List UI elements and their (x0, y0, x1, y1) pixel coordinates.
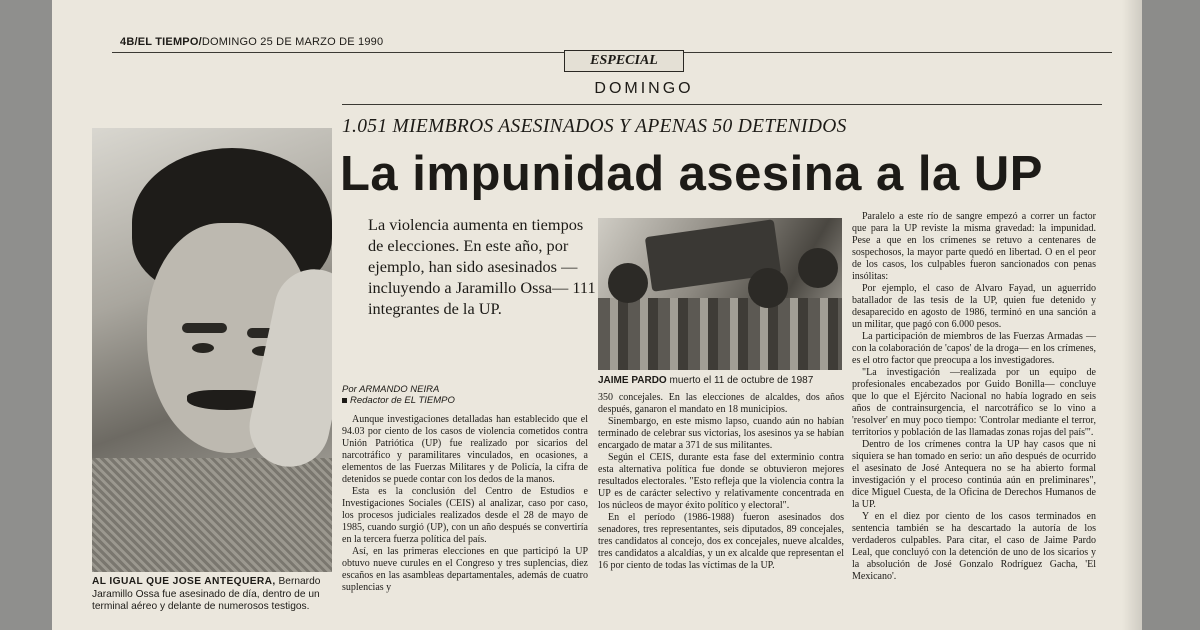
left-background (0, 0, 52, 630)
photo-person (748, 268, 788, 308)
photo-person (798, 248, 838, 288)
portrait-caption (92, 576, 334, 614)
column-2 (598, 392, 844, 572)
paragraph: Según el CEIS, durante esta fase del exterminio contra esta alternativa política fue donde se obtuvieron mejores resultados electorales. "Esto refleja que la violencia contra la UP es de carácter selectivo y relativamente concentrada en los núcleos de mayor éxito político y electoral". (598, 452, 844, 511)
photo-person (608, 263, 648, 303)
paragraph: Por ejemplo, el caso de Alvaro Fayad, un aguerrido batallador de las tesis de la UP, quien fue detenido y desaparecido en agosto de 1986, terminó en una sanción a un militar, que pagó con 6.000 pesos. (852, 283, 1096, 330)
photo-eye-left (192, 343, 214, 353)
paragraph: Así, en las primeras elecciones en que participó la UP obtuvo nueve curules en el Congreso y tres suplencias, diez escaños en las asambleas departamentales, además de cuatro suplencias y (342, 546, 588, 593)
paragraph: En el período (1986-1988) fueron asesinados dos senadores, tres representantes, seis diputados, 89 concejales, tres candidatos al concejo, dos ex concejales, nueve alcaldes, tres candidatos a alcaldías, y un ex alcalde que representan el 16 por ciento de todas las víctimas de la UP. (598, 512, 844, 571)
funeral-caption (598, 375, 846, 386)
page-number: 4B/EL TIEMPO/ (120, 36, 202, 48)
running-head (120, 36, 383, 48)
paragraph: Paralelo a este río de sangre empezó a correr un factor que para la UP reviste la misma gravedad: la impunidad. Pese a que en los crímenes se retuvo a centenares de sospechosos, la mayor parte quedó en libertad. O en el peor de los casos, los culpables fueron sancionados con penas insólitas: (852, 211, 1096, 282)
photo-crowd (598, 298, 842, 370)
photo-brow-left (182, 323, 227, 333)
paragraph: Y en el diez por ciento de los casos terminados en sentencia también se ha descartado la autoría de los verdaderos culpables. Para citar, el caso de Jaime Pardo Leal, que concluyó con la detención de uno de los sicarios y la absolución de José Gonzalo Rodríguez Gacha, 'El Mexicano'. (852, 511, 1096, 582)
column-1 (342, 414, 588, 594)
photo-jacket (92, 458, 332, 572)
page-fold-shadow (1122, 0, 1142, 630)
paragraph: La participación de miembros de las Fuerzas Armadas —con la colaboración de 'capos' de la droga— en los crímenes, es el otro factor que preocupa a los investigadores. (852, 331, 1096, 366)
funeral-caption-lead: JAIME PARDO (598, 375, 667, 386)
subsection-rule (342, 104, 1102, 105)
paragraph: "La investigación —realizada por un equipo de profesionales encabezados por Guido Bonilla— concluye que lo que el Ejército Nacional no había logrado en seis años de contrainsurgencia, el narcotráfico se lo vino a 'resolver' en muy poco tiempo: 'Controlar mediante el terror, territorios y población de las llamadas zonas rojas del país'". (852, 367, 1096, 438)
deck: La violencia aumenta en tiempos de elecciones. En este año, por ejemplo, han sido asesinados —incluyendo a Jaramillo Ossa— 111 integrantes de la UP. (368, 215, 596, 318)
funeral-caption-text: muerto el 11 de octubre de 1987 (666, 375, 814, 386)
portrait-photo (92, 128, 332, 572)
right-background (1142, 0, 1200, 630)
portrait-caption-lead: AL IGUAL QUE JOSE ANTEQUERA, (92, 576, 276, 587)
paragraph: Sinembargo, en este mismo lapso, cuando aún no habían terminado de celebrar sus victorias, los asesinos ya se habían encargado de matar a 371 de sus militantes. (598, 416, 844, 451)
paragraph: Aunque investigaciones detalladas han establecido que el 94.03 por ciento de los casos de violencia cometidos contra Unión Patriótica (UP) fue realizado por sicarios del narcotráfico y paramilitares vinculados, en ocasiones, a elementos de las Fuerzas Militares y de Policía, la cifra de detenidos se puede contar con los dedos de la manos. (342, 414, 588, 485)
paragraph: 350 concejales. En las elecciones de alcaldes, dos años después, ganaron el mandato en 18 municipios. (598, 392, 844, 415)
column-3 (852, 211, 1096, 583)
paragraph: Dentro de los crímenes contra la UP hay casos que ni siquiera se han tomado en serio: un año después de ocurrido el asesinato de José Antequera no se ha abierto formal investigación y el proceso continúa aún en preliminares", dice Miguel Cuesta, de la Oficina de Derechos Humanos de la UP. (852, 439, 1096, 510)
portrait-caption-text: Bernardo Jaramillo Ossa fue asesinado de día, dentro de un terminal aéreo y delante de numerosos testigos. (92, 576, 321, 612)
byline-role: Redactor de EL TIEMPO (350, 395, 455, 406)
byline-author: Por ARMANDO NEIRA (342, 384, 440, 395)
subsection-title: DOMINGO (594, 80, 694, 97)
issue-date: DOMINGO 25 DE MARZO DE 1990 (201, 36, 384, 48)
kicker: 1.051 MIEMBROS ASESINADOS Y APENAS 50 DETENIDOS (342, 116, 847, 137)
funeral-photo (598, 218, 842, 370)
newspaper-page (52, 0, 1142, 630)
byline (342, 384, 455, 406)
byline-bullet-icon (342, 398, 347, 403)
paragraph: Esta es la conclusión del Centro de Estudios e Investigaciones Sociales (CEIS) al analizar, caso por caso, los procesos judiciales realizados desde el 28 de mayo de 1985, cuando surgió (UP), con un año después se convertiría en la tercera fuerza política del país. (342, 486, 588, 545)
section-tag: ESPECIAL (564, 50, 684, 72)
headline: La impunidad asesina a la UP (340, 147, 1043, 201)
